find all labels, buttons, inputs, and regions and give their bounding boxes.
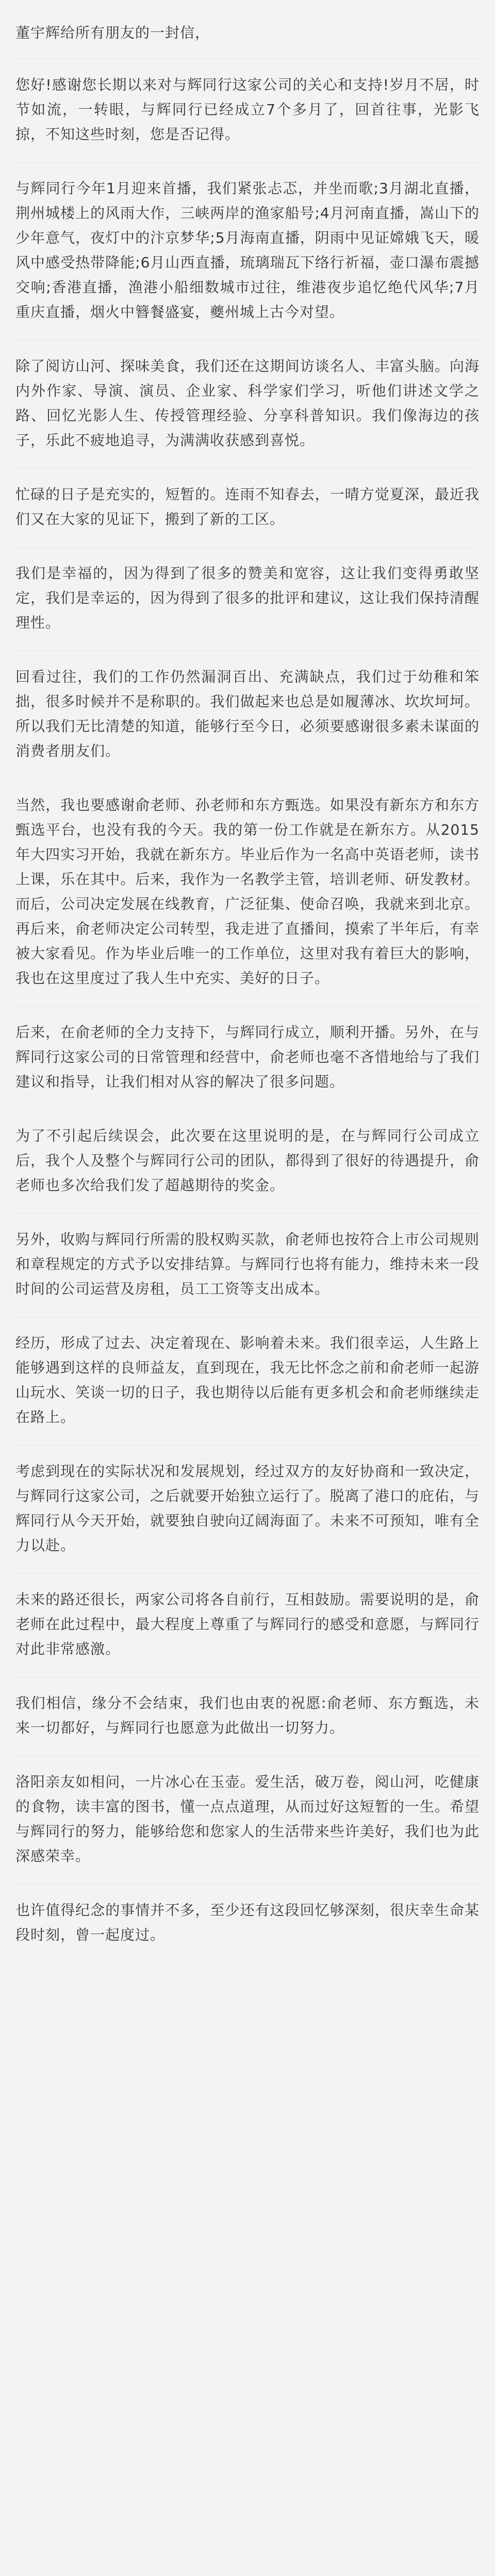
- paragraph-broadcast-history: 与辉同行今年1月迎来首播，我们紧张忐忑，并坐而歌;3月湖北直播，荆州城楼上的风雨大作，三峡两岸的渔家船号;4月河南直播，嵩山下的少年意气，夜灯中的汴京梦华;5月海南直播，阴雨中见证嫦娥飞天，暖风中感受热带降能;6月山西直播，琉璃瑞瓦下络行祈福，壶口瀑布震撼交响;香港直播，渔港小船细数城市过往，维港夜步追忆绝代风华;7月重庆直播，烟火中簪餐盛宴，夔州城上古今对望。: [15, 162, 480, 325]
- paragraph-gratitude-intro: 您好!感谢您长期以来对与辉同行这家公司的关心和支持!岁月不居，时节如流，一转眼，与辉同行已经成立7个多月了，回首往事，光影飞掠，不知这些时刻，您是否记得。: [15, 59, 480, 147]
- paragraph-blessing: 我们相信，缘分不会结束，我们也由衷的祝愿:俞老师、东方甄选，未来一切都好，与辉同行也愿意为此做出一切努力。: [15, 1677, 480, 1740]
- paragraph-interviews: 除了阅访山河、探味美食，我们还在这期间访谈名人、丰富头脑。向海内外作家、导演、演员、企业家、科学家们学习，听他们讲述文学之路、回忆光影人生、传授管理经验、分享科普知识。我们像海边的孩子，乐此不疲地追寻，为满满收获感到喜悦。: [15, 340, 480, 453]
- paragraph-independence: 考虑到现在的实际状况和发展规划，经过双方的友好协商和一致决定，与辉同行这家公司，之后就要开始独立运行了。脱离了港口的庇佑，与辉同行从今天开始，就要独自驶向辽阔海面了。未来不可预知，唯有全力以赴。: [15, 1445, 480, 1558]
- paragraph-clarification: 为了不引起后续误会，此次要在这里说明的是，在与辉同行公司成立后，我个人及整个与辉同行公司的团队，都得到了很好的待遇提升，俞老师也多次给我们发了超越期待的奖金。: [15, 1110, 480, 1198]
- paragraph-closing: 也许值得纪念的事情并不多，至少还有这段回忆够深刻，很庆幸生命某段时刻，曾一起度过。: [15, 1884, 480, 1947]
- paragraph-new-office: 忙碌的日子是充实的，短暂的。连雨不知春去，一晴方觉夏深，最近我们又在大家的见证下，搬到了新的工区。: [15, 468, 480, 532]
- paragraph-future: 未来的路还很长，两家公司将各自前行，互相鼓励。需要说明的是，俞老师在此过程中，最大程度上尊重了与辉同行的感受和意愿，与辉同行对此非常感激。: [15, 1573, 480, 1662]
- paragraph-support: 后来，在俞老师的全力支持下，与辉同行成立，顺利开播。另外，在与辉同行这家公司的日常管理和经营中，俞老师也毫不吝惜地给与了我们建议和指导，让我们相对从容的解决了很多问题。: [15, 1006, 480, 1094]
- paragraph-poem: 洛阳亲友如相问，一片冰心在玉壶。爱生活，破万卷，阅山河，吃健康的食物，读丰富的图书，懂一点点道理，从而过好这短暂的一生。希望与辉同行的努力，能够给您和您家人的生活带来些许美好，我们也为此深感荣幸。: [15, 1756, 480, 1869]
- paragraph-reflection: 回看过往，我们的工作仍然漏洞百出、充满缺点，我们过于幼稚和笨拙，很多时候并不是称职的。我们做起来也总是如履薄冰、坎坎坷坷。所以我们无比清楚的知道，能够行至今日，必须要感谢很多素未谋面的消费者朋友们。: [15, 651, 480, 764]
- letter-body: [15, 21, 480, 1963]
- paragraph-thanks-yu: 当然，我也要感谢俞老师、孙老师和东方甄选。如果没有新东方和东方甄选平台，也没有我的今天。我的第一份工作就是在新东方。从2015年大四实习开始，我就在新东方。毕业后作为一名高中英语老师，读书上课，乐在其中。后来，我作为一名教学主管，培训老师、研发教材。而后，公司决定发展在线教育，广泛征集、使命召唤，我就来到北京。再后来，俞老师决定公司转型，我走进了直播间，摸索了半年后，有幸被大家看见。作为毕业后唯一的工作单位，这里对我有着巨大的影响，我也在这里度过了我人生中充实、美好的日子。: [15, 779, 480, 991]
- paragraph-feedback: 我们是幸福的，因为得到了很多的赞美和宽容，这让我们变得勇敢坚定，我们是幸运的，因为得到了很多的批评和建议，这让我们保持清醒理性。: [15, 547, 480, 635]
- paragraph-mentors: 经历，形成了过去、决定着现在、影响着未来。我们很幸运，人生路上能够遇到这样的良师益友，直到现在，我无比怀念之前和俞老师一起游山玩水、笑谈一切的日子，我也期待以后能有更多机会和俞老师继续走在路上。: [15, 1317, 480, 1430]
- paragraph-acquisition: 另外，收购与辉同行所需的股权购买款，俞老师也按符合上市公司规则和章程规定的方式予以安排结算。与辉同行也将有能力，维持未来一段时间的公司运营及房租，员工工资等支出成本。: [15, 1213, 480, 1301]
- letter-greeting: 董宇辉给所有朋友的一封信，: [15, 24, 210, 41]
